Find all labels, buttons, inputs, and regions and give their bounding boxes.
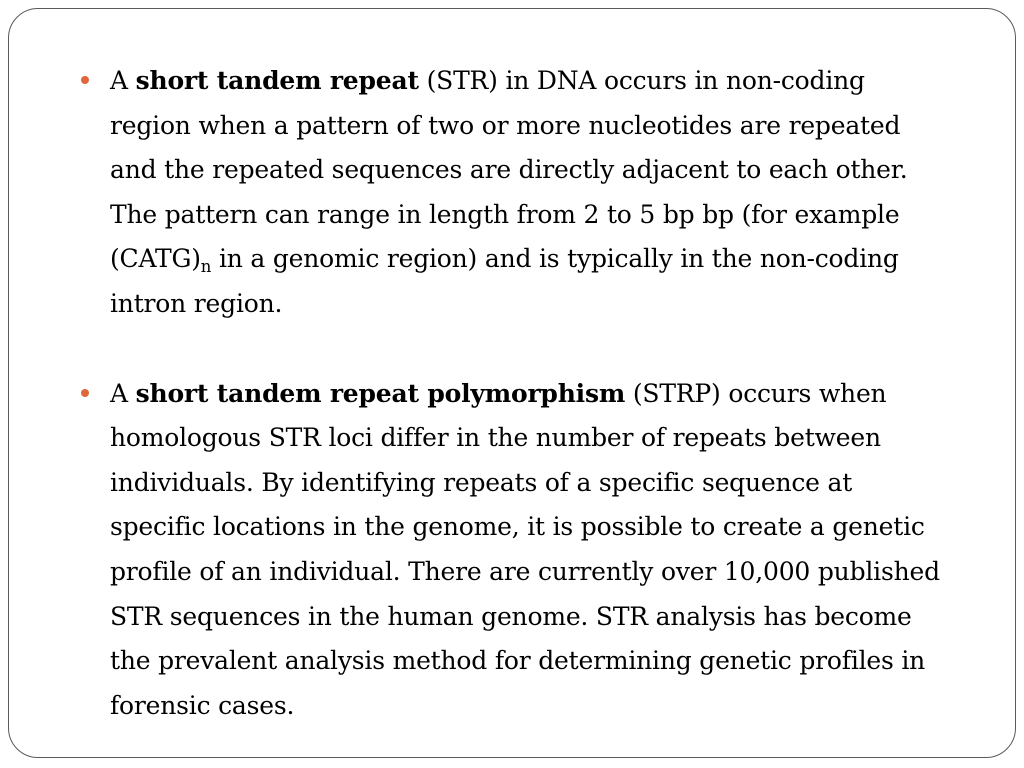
bullet-list [81,59,941,728]
bullet-item-strp [81,372,941,729]
bullet-term: short tandem repeat polymorphism [135,378,626,408]
bullet-item-str [81,59,941,327]
bullet-lead: A [110,378,136,408]
bullet-dot-icon [81,76,89,84]
slide-frame [8,8,1016,758]
bullet-text: (STR) in DNA occurs in non-coding region when a pattern of two or more nucleotides are repeated and the repeated sequences are directly adjacent to each other. The pattern can range in length from 2 to 5 bp bp (for example (CATG) [110,66,908,274]
bullet-dot-icon [81,389,89,397]
subscript-n: n [200,257,212,277]
bullet-term: short tandem repeat [135,66,419,95]
bullet-lead: A [110,66,136,95]
bullet-text-continued: in a genomic region) and is typically in the non-coding intron region. [110,244,899,318]
bullet-text: (STRP) occurs when homologous STR loci differ in the number of repeats between individuals. By identifying repeats of a specific sequence at specific locations in the genome, it is possible to create a genetic profile of an individual. There are currently over 10,000 published STR sequences in the human genome. STR analysis has become the prevalent analysis method for determining genetic profiles in forensic cases. [110,378,940,720]
